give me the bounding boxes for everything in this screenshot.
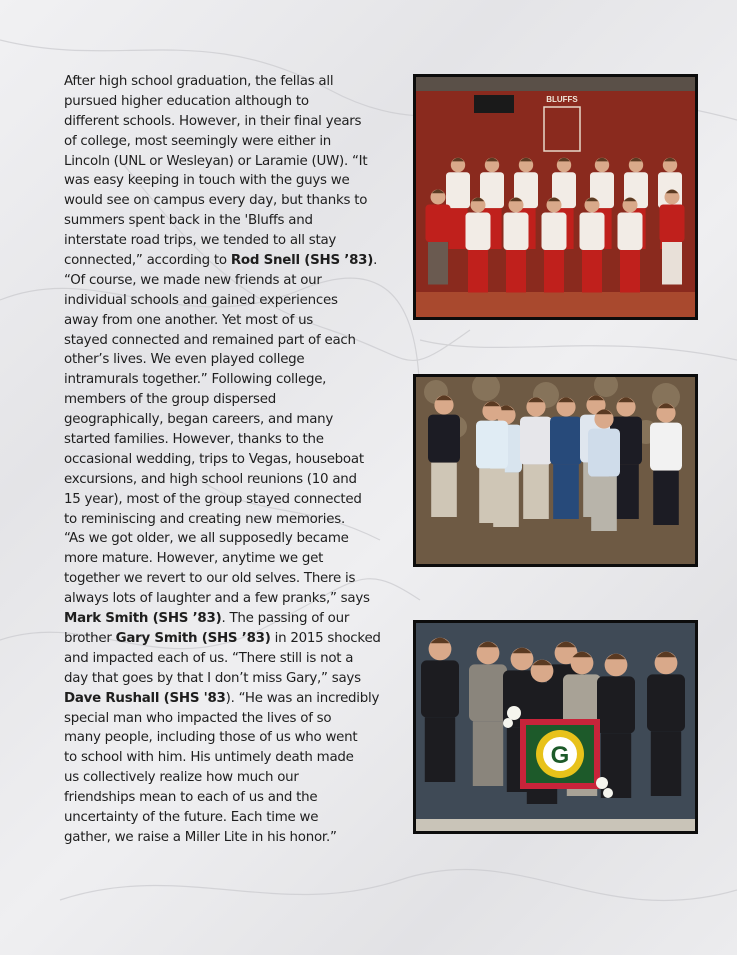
article-body [64, 72, 409, 848]
article-line [64, 410, 409, 430]
text-segment: other’s lives. We even played college [64, 352, 305, 368]
text-segment: of college, most seemingly were either in [64, 133, 332, 149]
article-line [64, 470, 409, 490]
article-line [64, 231, 409, 251]
article-line [64, 808, 409, 828]
text-segment: day that goes by that I don’t miss Gary,” says [64, 670, 361, 686]
article-line [64, 649, 409, 669]
article-line [64, 689, 409, 709]
person-name: Rod Snell (SHS ’83) [230, 253, 374, 269]
text-segment: excursions, and high school reunions (10 and [64, 471, 357, 487]
text-segment: gather, we raise a Miller Lite in his honor.” [64, 829, 337, 845]
article-line [64, 728, 409, 748]
text-segment: After high school graduation, the fellas all [64, 74, 334, 89]
text-segment: always lots of laughter and a few pranks,” says [64, 591, 370, 607]
article-line [64, 828, 409, 848]
article-line [64, 609, 409, 629]
text-segment: to school with him. His untimely death made [64, 750, 354, 766]
text-segment: intramurals together.” Following college, [64, 372, 327, 388]
person-name: Gary Smith (SHS ’83) [115, 630, 271, 646]
article-line [64, 152, 409, 172]
text-segment: to reminiscing and creating new memories. [64, 511, 346, 527]
article-line [64, 211, 409, 231]
article-line [64, 271, 409, 291]
text-segment: . The passing of our [221, 611, 350, 627]
text-segment: started families. However, thanks to the [64, 432, 324, 448]
article-line [64, 748, 409, 768]
article-line [64, 132, 409, 152]
text-segment: 15 year), most of the group stayed connected [64, 491, 362, 507]
group-adults-photo [413, 374, 698, 567]
text-segment: us collectively realize how much our [64, 770, 299, 786]
text-segment: brother [64, 630, 116, 646]
basketball-team-photo [413, 74, 698, 320]
text-segment: stayed connected and remained part of each [64, 332, 356, 348]
text-segment: geographically, began careers, and many [64, 412, 334, 428]
article-line [64, 191, 409, 211]
article-line [64, 669, 409, 689]
article-line [64, 92, 409, 112]
article-line [64, 370, 409, 390]
text-segment: . [373, 253, 378, 269]
article-line [64, 529, 409, 549]
article-line [64, 331, 409, 351]
person-name: Mark Smith (SHS ’83) [64, 611, 222, 627]
text-segment: uncertainty of the future. Each time we [64, 809, 319, 825]
text-segment: in 2015 shocked [270, 630, 381, 646]
article-line [64, 171, 409, 191]
text-segment: different schools. However, in their final years [64, 113, 362, 129]
text-segment: occasional wedding, trips to Vegas, houseboat [64, 451, 364, 467]
text-segment: friendships mean to each of us and the [64, 790, 318, 806]
article-line [64, 788, 409, 808]
memorial-photo [413, 620, 698, 834]
text-segment: together we revert to our old selves. There is [64, 571, 356, 587]
text-segment: pursued higher education although to [64, 93, 309, 109]
article-line [64, 510, 409, 530]
text-segment: more mature. However, anytime we get [64, 551, 324, 567]
text-segment: “Of course, we made new friends at our [64, 272, 322, 288]
text-segment: connected,” according to [64, 253, 231, 269]
text-segment: members of the group dispersed [64, 392, 277, 408]
article-line [64, 549, 409, 569]
text-segment: summers spent back in the 'Bluffs and [64, 213, 313, 229]
article-line [64, 768, 409, 788]
text-segment: many people, including those of us who went [64, 730, 358, 746]
article-line [64, 490, 409, 510]
text-segment: ). “He was an incredibly [225, 690, 380, 706]
article-line [64, 311, 409, 331]
article-line [64, 589, 409, 609]
article-line [64, 629, 409, 649]
article-line [64, 291, 409, 311]
article-line [64, 350, 409, 370]
article-line [64, 251, 409, 271]
text-segment: would see on campus every day, but thanks to [64, 193, 368, 209]
article-line [64, 569, 409, 589]
memorial-logo-letter: G [550, 742, 570, 769]
text-segment: interstate road trips, we tended to all stay [64, 233, 337, 249]
text-segment: special man who impacted the lives of so [64, 710, 332, 726]
article-line [64, 430, 409, 450]
text-segment: Lincoln (UNL or Wesleyan) or Laramie (UW). “It [64, 153, 368, 169]
text-segment: and impacted each of us. “There still is not a [64, 650, 354, 666]
article-line [64, 709, 409, 729]
text-segment: “As we got older, we all supposedly became [64, 531, 349, 547]
article-line [64, 390, 409, 410]
text-segment: was easy keeping in touch with the guys we [64, 173, 350, 189]
article-line [64, 450, 409, 470]
text-segment: away from one another. Yet most of us [64, 312, 314, 328]
article-line [64, 72, 409, 92]
team-banner-text: BLUFFS [546, 95, 578, 104]
person-name: Dave Rushall (SHS '83 [64, 690, 226, 706]
article-line [64, 112, 409, 132]
text-segment: individual schools and gained experiences [64, 292, 338, 308]
